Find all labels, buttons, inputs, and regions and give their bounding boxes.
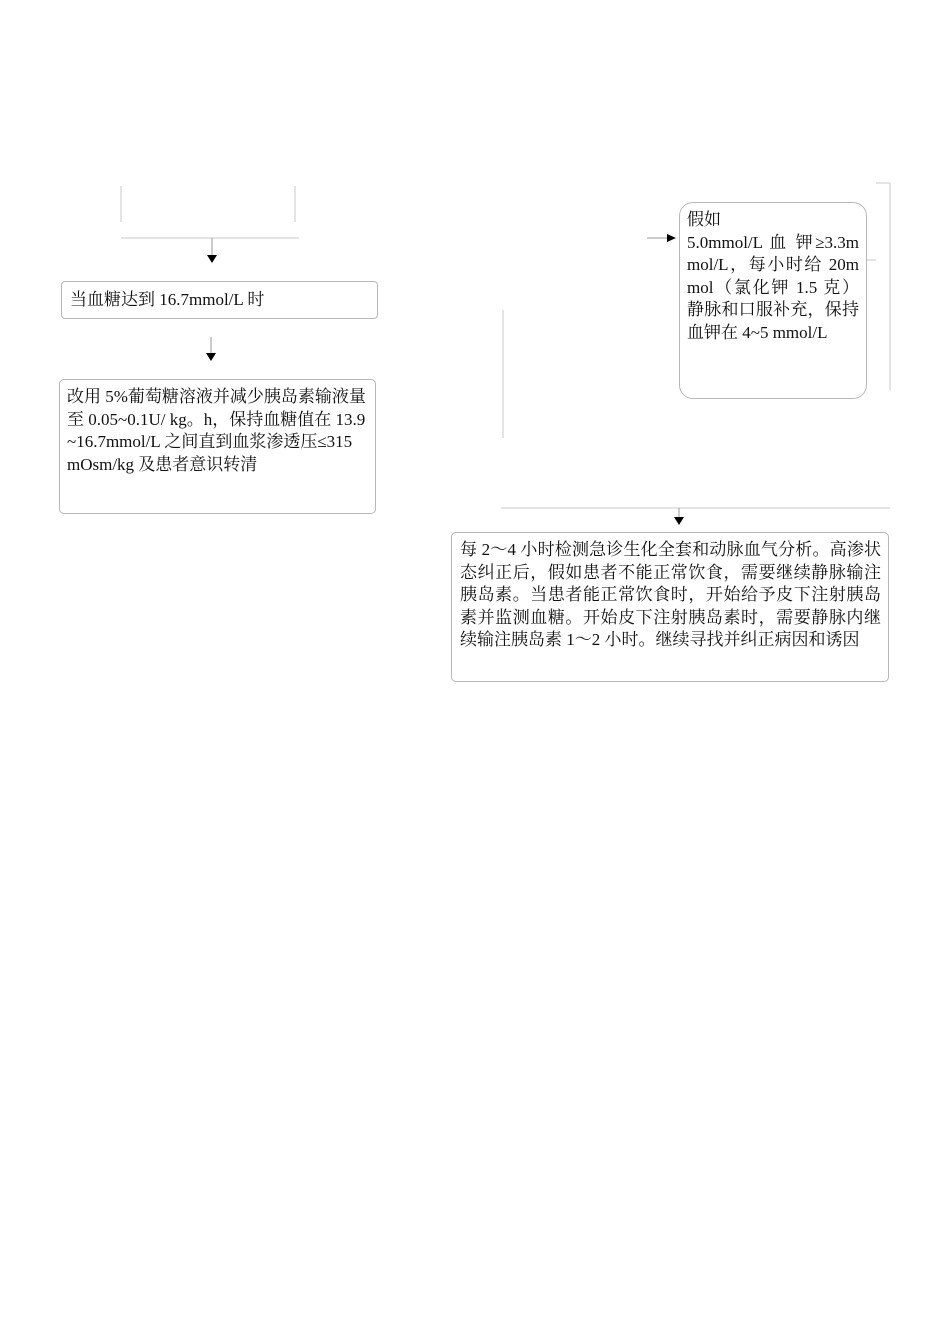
arrowhead-down-icon — [206, 353, 216, 361]
switch-dextrose-box — [59, 379, 376, 514]
monitoring-box — [451, 532, 889, 682]
glucose-threshold-text: 当血糖达到 16.7mmol/L 时 — [70, 290, 265, 309]
arrowhead-right-icon — [667, 234, 676, 242]
monitoring-text: 每 2～4 小时检测急诊生化全套和动脉血气分析。高渗状态纠正后，假如患者不能正常饮食，需要继续静脉输注胰岛素。当患者能正常饮食时，开始给予皮下注射胰岛素并监测血糖。开始皮下注射胰岛素时，需要静脉内继续输注胰岛素 1～2 小时。继续寻找并纠正病因和诱因 — [460, 540, 881, 649]
potassium-supplement-box — [679, 202, 867, 399]
switch-dextrose-text: 改用 5%葡萄糖溶液并减少胰岛素输液量至 0.05~0.1U/ kg。h，保持血糖值在 13.9~16.7mmol/L 之间直到血浆渗透压≤315 mOsm/kg 及患者意识转清 — [67, 387, 366, 474]
potassium-heading: 假如 — [687, 210, 721, 229]
glucose-threshold-box — [61, 281, 378, 319]
potassium-text: 5.0mmol/L 血 钾≥3.3mmol/L，每小时给 20mmol（氯化钾 1.5 克）静脉和口服补充，保持血钾在 4~5 mmol/L — [687, 232, 859, 342]
arrowhead-down-icon — [207, 255, 217, 263]
arrowhead-down-icon — [674, 517, 684, 525]
